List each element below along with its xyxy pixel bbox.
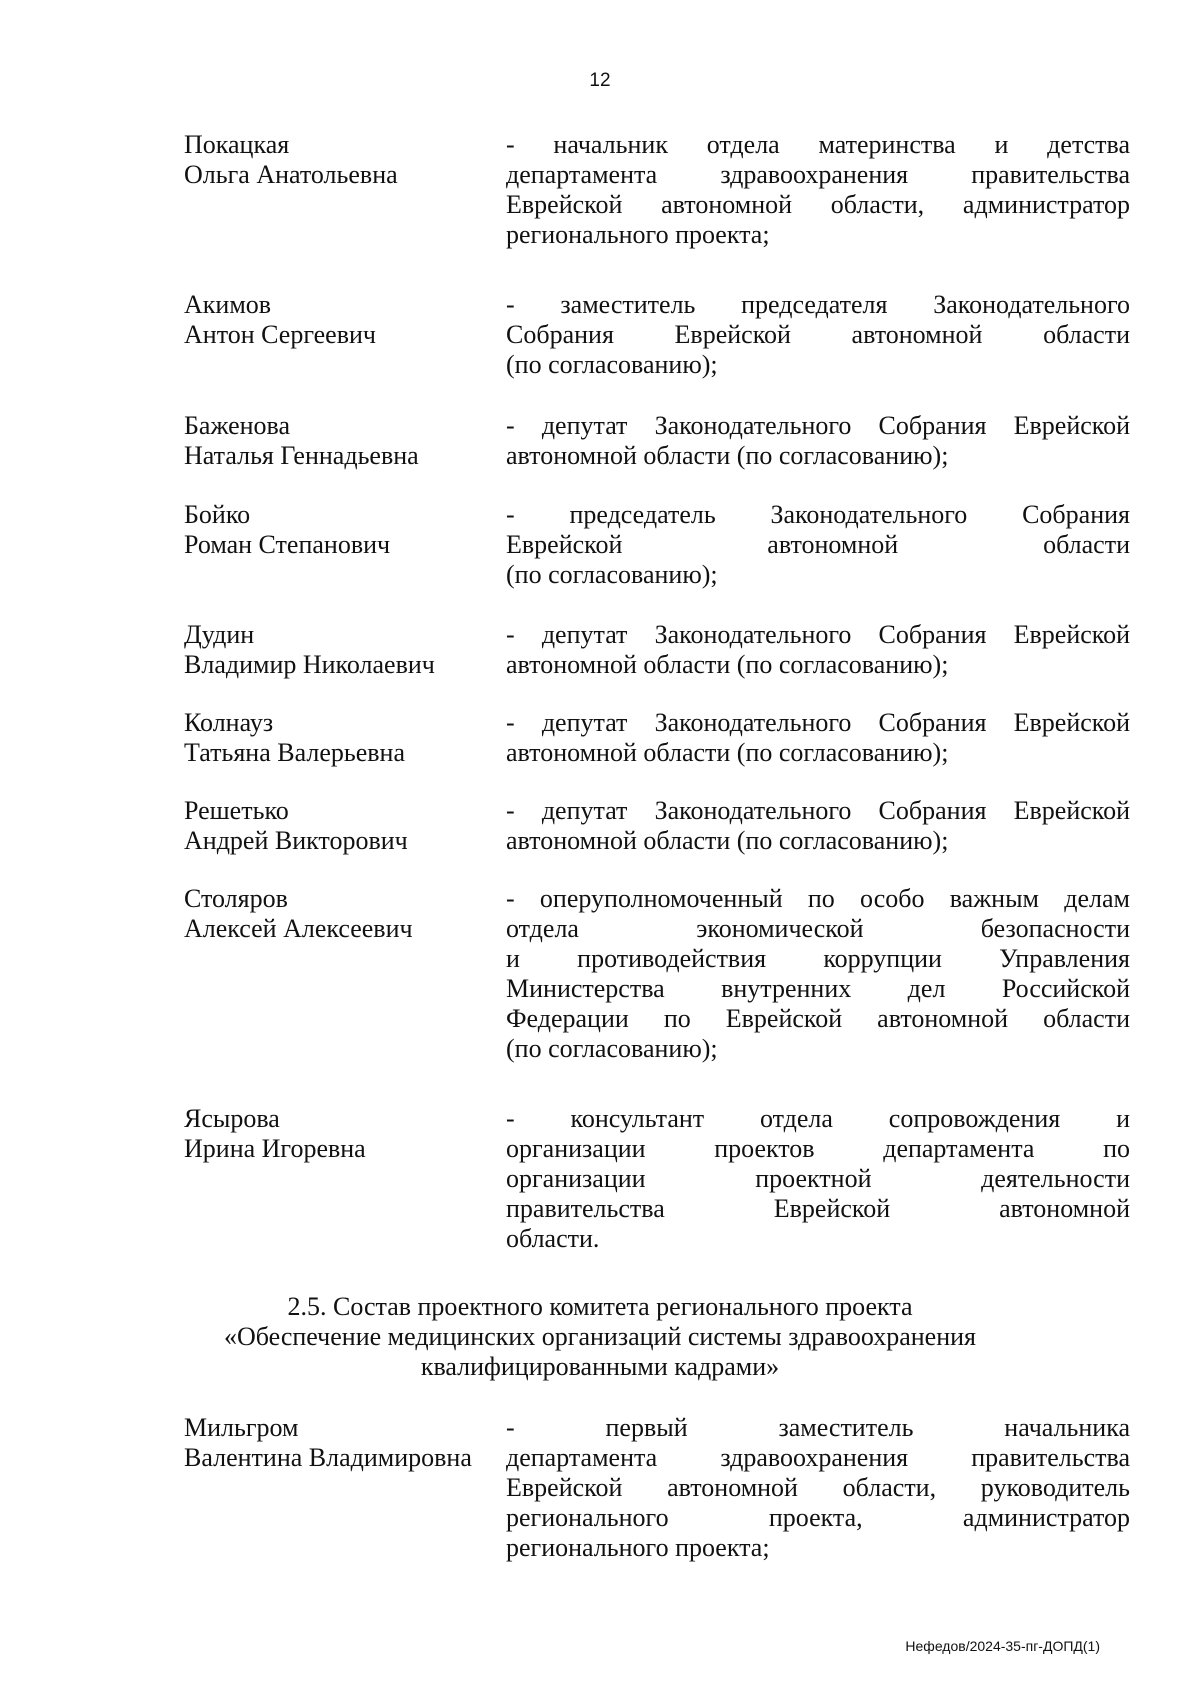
role-line: - депутат Законодательного Собрания Еврейской (506, 708, 1130, 737)
member-surname: Решетько (184, 796, 289, 825)
member-surname: Столяров (184, 884, 288, 913)
role-line: регионального проекта; (506, 1533, 770, 1562)
role-line: - депутат Законодательного Собрания Еврейской (506, 796, 1130, 825)
page-number: 12 (589, 70, 611, 91)
member-given-names: Татьяна Валерьевна (184, 738, 405, 767)
member-role (506, 411, 1130, 471)
section-heading-line: квалифицированными кадрами» (420, 1352, 780, 1381)
role-line: автономной области (по согласованию); (506, 441, 949, 470)
role-line: - консультант отдела сопровождения и (506, 1104, 1130, 1133)
role-line: - депутат Законодательного Собрания Еврейской (506, 620, 1130, 649)
role-line: регионального проекта; (506, 220, 770, 249)
member-given-names: Владимир Николаевич (184, 650, 435, 679)
role-line: - заместитель председателя Законодательного (506, 290, 1130, 319)
document-code: Нефедов/2024-35-пг-ДОПД(1) (905, 1638, 1100, 1654)
role-line: - депутат Законодательного Собрания Еврейской (506, 411, 1130, 440)
member-role (506, 796, 1130, 856)
member-surname: Мильгром (184, 1413, 299, 1442)
member-given-names: Андрей Викторович (184, 826, 408, 855)
member-surname: Дудин (184, 620, 255, 649)
member-name (184, 411, 504, 471)
role-line: Собрания Еврейской автономной области (506, 320, 1130, 349)
member-surname: Покацкая (184, 130, 290, 159)
member-surname: Колнауз (184, 708, 274, 737)
role-line: правительства Еврейской автономной (506, 1194, 1130, 1223)
role-line: автономной области (по согласованию); (506, 738, 949, 767)
role-line: организации проектов департамента по (506, 1134, 1130, 1163)
section-heading-line: 2.5. Состав проектного комитета регионального проекта (287, 1292, 913, 1321)
role-line: автономной области (по согласованию); (506, 826, 949, 855)
role-line: (по согласованию); (506, 1034, 718, 1063)
role-line: - начальник отдела материнства и детства (506, 130, 1130, 159)
role-line: организации проектной деятельности (506, 1164, 1130, 1193)
role-line: - первый заместитель начальника (506, 1413, 1130, 1442)
member-given-names: Ольга Анатольевна (184, 160, 398, 189)
role-line: и противодействия коррупции Управления (506, 944, 1130, 973)
member-name (184, 620, 504, 680)
member-given-names: Наталья Геннадьевна (184, 441, 419, 470)
role-line: отдела экономической безопасности (506, 914, 1130, 943)
role-line: департамента здравоохранения правительства (506, 1443, 1130, 1472)
member-role (506, 1104, 1130, 1254)
role-line: Еврейской автономной области, администратор (506, 190, 1130, 219)
role-line: департамента здравоохранения правительства (506, 160, 1130, 189)
member-name (184, 884, 504, 944)
role-line: (по согласованию); (506, 350, 718, 379)
role-line: Федерации по Еврейской автономной области (506, 1004, 1130, 1033)
member-name (184, 290, 504, 350)
section-heading-line: «Обеспечение медицинских организаций системы здравоохранения (223, 1322, 976, 1351)
member-role (506, 1413, 1130, 1563)
member-role (506, 620, 1130, 680)
member-role (506, 290, 1130, 380)
member-name (184, 1413, 504, 1473)
member-surname: Акимов (184, 290, 272, 319)
member-name (184, 1104, 504, 1164)
member-role (506, 708, 1130, 768)
member-role (506, 884, 1130, 1064)
member-given-names: Алексей Алексеевич (184, 914, 413, 943)
member-name (184, 500, 504, 560)
role-line: регионального проекта, администратор (506, 1503, 1130, 1532)
section-heading (0, 1292, 1200, 1382)
role-line: Еврейской автономной области, руководитель (506, 1473, 1130, 1502)
role-line: Еврейской автономной области (506, 530, 1130, 559)
member-name (184, 708, 504, 768)
member-surname: Бойко (184, 500, 251, 529)
role-line: (по согласованию); (506, 560, 718, 589)
member-surname: Баженова (184, 411, 291, 440)
member-role (506, 130, 1130, 250)
member-name (184, 130, 504, 190)
member-given-names: Ирина Игоревна (184, 1134, 366, 1163)
member-given-names: Роман Степанович (184, 530, 391, 559)
role-line: автономной области (по согласованию); (506, 650, 949, 679)
member-given-names: Валентина Владимировна (184, 1443, 472, 1472)
member-given-names: Антон Сергеевич (184, 320, 376, 349)
role-line: - оперуполномоченный по особо важным делам (506, 884, 1130, 913)
member-role (506, 500, 1130, 590)
member-surname: Ясырова (184, 1104, 280, 1133)
role-line: Министерства внутренних дел Российской (506, 974, 1130, 1003)
member-name (184, 796, 504, 856)
role-line: области. (506, 1224, 600, 1253)
role-line: - председатель Законодательного Собрания (506, 500, 1130, 529)
